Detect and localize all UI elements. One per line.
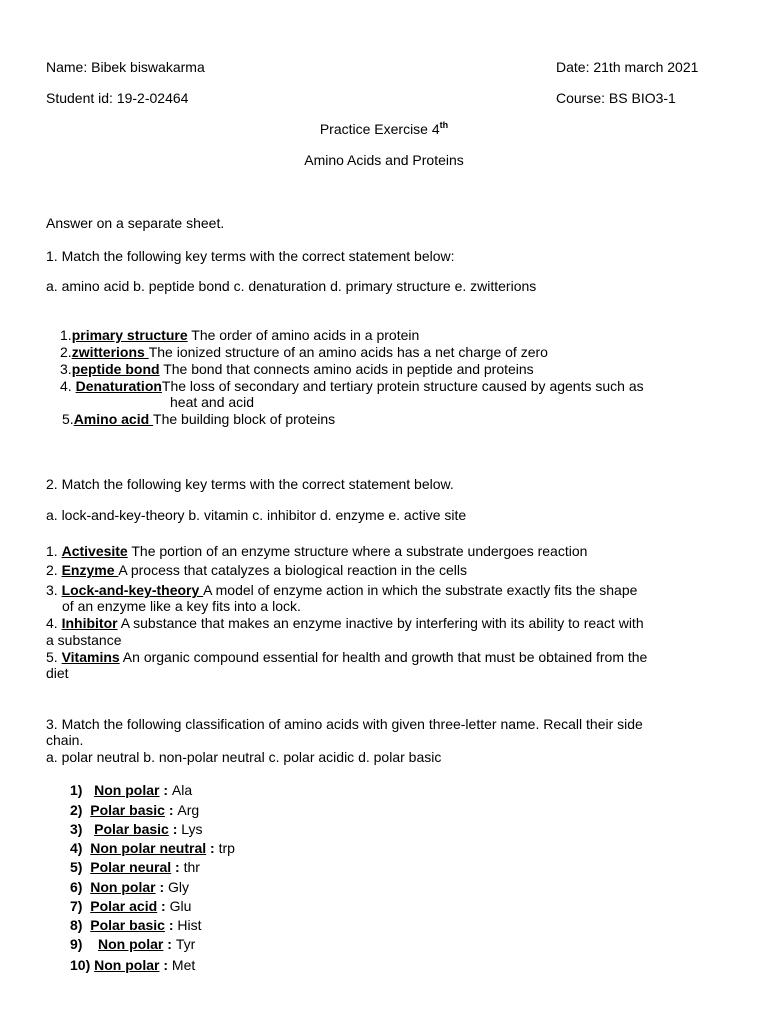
answer-number: 1. bbox=[46, 543, 62, 559]
q3-answer bbox=[70, 859, 200, 875]
answer-separator: : bbox=[159, 782, 172, 798]
answer-number: 3. bbox=[60, 361, 72, 377]
answer-text: A model of enzyme action in which the substrate exactly fits the shape bbox=[203, 582, 638, 598]
answer-amino-acid: thr bbox=[183, 859, 200, 875]
q1-answer bbox=[60, 344, 548, 360]
answer-number: 10) bbox=[70, 957, 91, 973]
student-id: Student id: 19-2-02464 bbox=[46, 90, 189, 106]
q3-answer bbox=[70, 840, 235, 856]
answer-text: A process that catalyzes a biological reaction in the cells bbox=[118, 562, 468, 578]
q1-answer-continuation: heat and acid bbox=[170, 394, 255, 410]
answer-amino-acid: trp bbox=[218, 840, 235, 856]
q2-answer bbox=[46, 543, 587, 559]
q2-options: a. lock-and-key-theory b. vitamin c. inhibitor d. enzyme e. active site bbox=[46, 507, 467, 523]
answer-term: Inhibitor bbox=[61, 615, 118, 631]
answer-number: 9) bbox=[70, 936, 83, 952]
q3-answer bbox=[70, 917, 202, 933]
answer-number: 8) bbox=[70, 917, 83, 933]
answer-text: An organic compound essential for health and growth that must be obtained from the bbox=[119, 649, 648, 665]
answer-separator: : bbox=[171, 859, 184, 875]
answer-text: The ionized structure of an amino acids has a net charge of zero bbox=[148, 344, 548, 360]
answer-classification: Non polar bbox=[94, 957, 160, 973]
answer-number: 1. bbox=[60, 327, 72, 343]
answer-term: Lock-and-key-theory bbox=[61, 582, 204, 598]
answer-separator: : bbox=[164, 802, 178, 818]
q3-answer bbox=[70, 957, 195, 973]
answer-term: primary structure bbox=[71, 327, 188, 343]
answer-term: Vitamins bbox=[61, 649, 120, 665]
answer-amino-acid: Glu bbox=[169, 898, 192, 914]
answer-term: Amino acid bbox=[73, 411, 154, 427]
answer-amino-acid: Hist bbox=[177, 917, 202, 933]
answer-term: Enzyme bbox=[61, 562, 119, 578]
answer-text: The portion of an enzyme structure where a substrate undergoes reaction bbox=[127, 543, 588, 559]
q2-answer bbox=[46, 649, 647, 665]
course: Course: BS BIO3-1 bbox=[556, 90, 676, 106]
answer-classification: Non polar bbox=[90, 879, 156, 895]
answer-number: 3. bbox=[46, 582, 62, 598]
answer-amino-acid: Met bbox=[171, 957, 196, 973]
title-text: Practice Exercise 4 bbox=[319, 121, 440, 137]
answer-number: 2. bbox=[60, 344, 72, 360]
answer-number: 2) bbox=[70, 802, 83, 818]
answer-text: The order of amino acids in a protein bbox=[187, 327, 420, 343]
answer-number: 5. bbox=[62, 411, 74, 427]
date: Date: 21th march 2021 bbox=[556, 59, 699, 75]
q1-answer bbox=[60, 327, 419, 343]
q1-options: a. amino acid b. peptide bond c. denaturation d. primary structure e. zwitterions bbox=[46, 278, 537, 294]
answer-text: The bond that connects amino acids in peptide and proteins bbox=[159, 361, 534, 377]
answer-number: 3) bbox=[70, 821, 83, 837]
q3-answer bbox=[70, 821, 203, 837]
answer-term: zwitterions bbox=[71, 344, 149, 360]
answer-number: 4) bbox=[70, 840, 83, 856]
page-subtitle: Amino Acids and Proteins bbox=[304, 152, 464, 168]
q2-answer-continuation: diet bbox=[46, 665, 69, 681]
instruction: Answer on a separate sheet. bbox=[46, 215, 225, 231]
answer-number: 6) bbox=[70, 879, 83, 895]
answer-classification: Non polar bbox=[94, 782, 160, 798]
answer-classification: Non polar bbox=[98, 936, 164, 952]
answer-amino-acid: Tyr bbox=[175, 936, 196, 952]
q2-prompt: 2. Match the following key terms with the correct statement below. bbox=[46, 476, 454, 492]
answer-amino-acid: Arg bbox=[177, 802, 200, 818]
answer-separator: : bbox=[159, 957, 172, 973]
answer-classification: Non polar neutral bbox=[90, 840, 207, 856]
answer-classification: Polar neural bbox=[90, 859, 172, 875]
answer-number: 2. bbox=[46, 562, 62, 578]
answer-term: Denaturation bbox=[75, 378, 162, 394]
answer-number: 5. bbox=[46, 649, 62, 665]
answer-classification: Polar acid bbox=[90, 898, 158, 914]
answer-text: The building block of proteins bbox=[153, 411, 336, 427]
answer-separator: : bbox=[206, 840, 219, 856]
q2-answer-continuation: a substance bbox=[46, 632, 122, 648]
answer-separator: : bbox=[155, 879, 169, 895]
q1-prompt: 1. Match the following key terms with the correct statement below: bbox=[46, 248, 455, 264]
q1-answer bbox=[62, 411, 335, 427]
answer-classification: Polar basic bbox=[90, 802, 165, 818]
answer-classification: Polar basic bbox=[90, 917, 165, 933]
title-superscript: th bbox=[439, 120, 449, 130]
answer-classification: Polar basic bbox=[94, 821, 169, 837]
answer-amino-acid: Gly bbox=[168, 879, 190, 895]
page-title bbox=[0, 121, 768, 137]
answer-separator: : bbox=[157, 898, 170, 914]
answer-text: The loss of secondary and tertiary protein structure caused by agents such as bbox=[161, 378, 644, 394]
q2-answer bbox=[46, 615, 644, 631]
answer-number: 5) bbox=[70, 859, 83, 875]
q3-answer bbox=[70, 898, 191, 914]
answer-number: 4. bbox=[60, 378, 76, 394]
answer-amino-acid: Lys bbox=[181, 821, 203, 837]
q1-answer bbox=[60, 378, 644, 394]
answer-separator: : bbox=[168, 821, 182, 837]
q3-answer bbox=[70, 802, 199, 818]
answer-number: 1) bbox=[70, 782, 83, 798]
q2-answer-continuation: of an enzyme like a key fits into a lock. bbox=[62, 598, 301, 614]
answer-amino-acid: Ala bbox=[171, 782, 193, 798]
q3-answer bbox=[70, 879, 189, 895]
answer-term: Activesite bbox=[61, 543, 128, 559]
answer-separator: : bbox=[163, 936, 176, 952]
q3-prompt: 3. Match the following classification of amino acids with given three-letter name. Recall their side bbox=[46, 716, 643, 732]
q3-answer bbox=[70, 936, 195, 952]
answer-separator: : bbox=[164, 917, 178, 933]
q3-options: a. polar neutral b. non-polar neutral c. polar acidic d. polar basic bbox=[46, 749, 442, 765]
q3-answer bbox=[70, 782, 192, 798]
answer-term: peptide bond bbox=[71, 361, 160, 377]
q2-answer bbox=[46, 562, 467, 578]
answer-number: 4. bbox=[46, 615, 62, 631]
q1-answer bbox=[60, 361, 534, 377]
student-name: Name: Bibek biswakarma bbox=[46, 59, 205, 75]
answer-text: A substance that makes an enzyme inactive by interfering with its ability to react with bbox=[117, 615, 644, 631]
q3-prompt-continuation: chain. bbox=[46, 732, 84, 748]
q2-answer bbox=[46, 582, 637, 598]
answer-number: 7) bbox=[70, 898, 83, 914]
